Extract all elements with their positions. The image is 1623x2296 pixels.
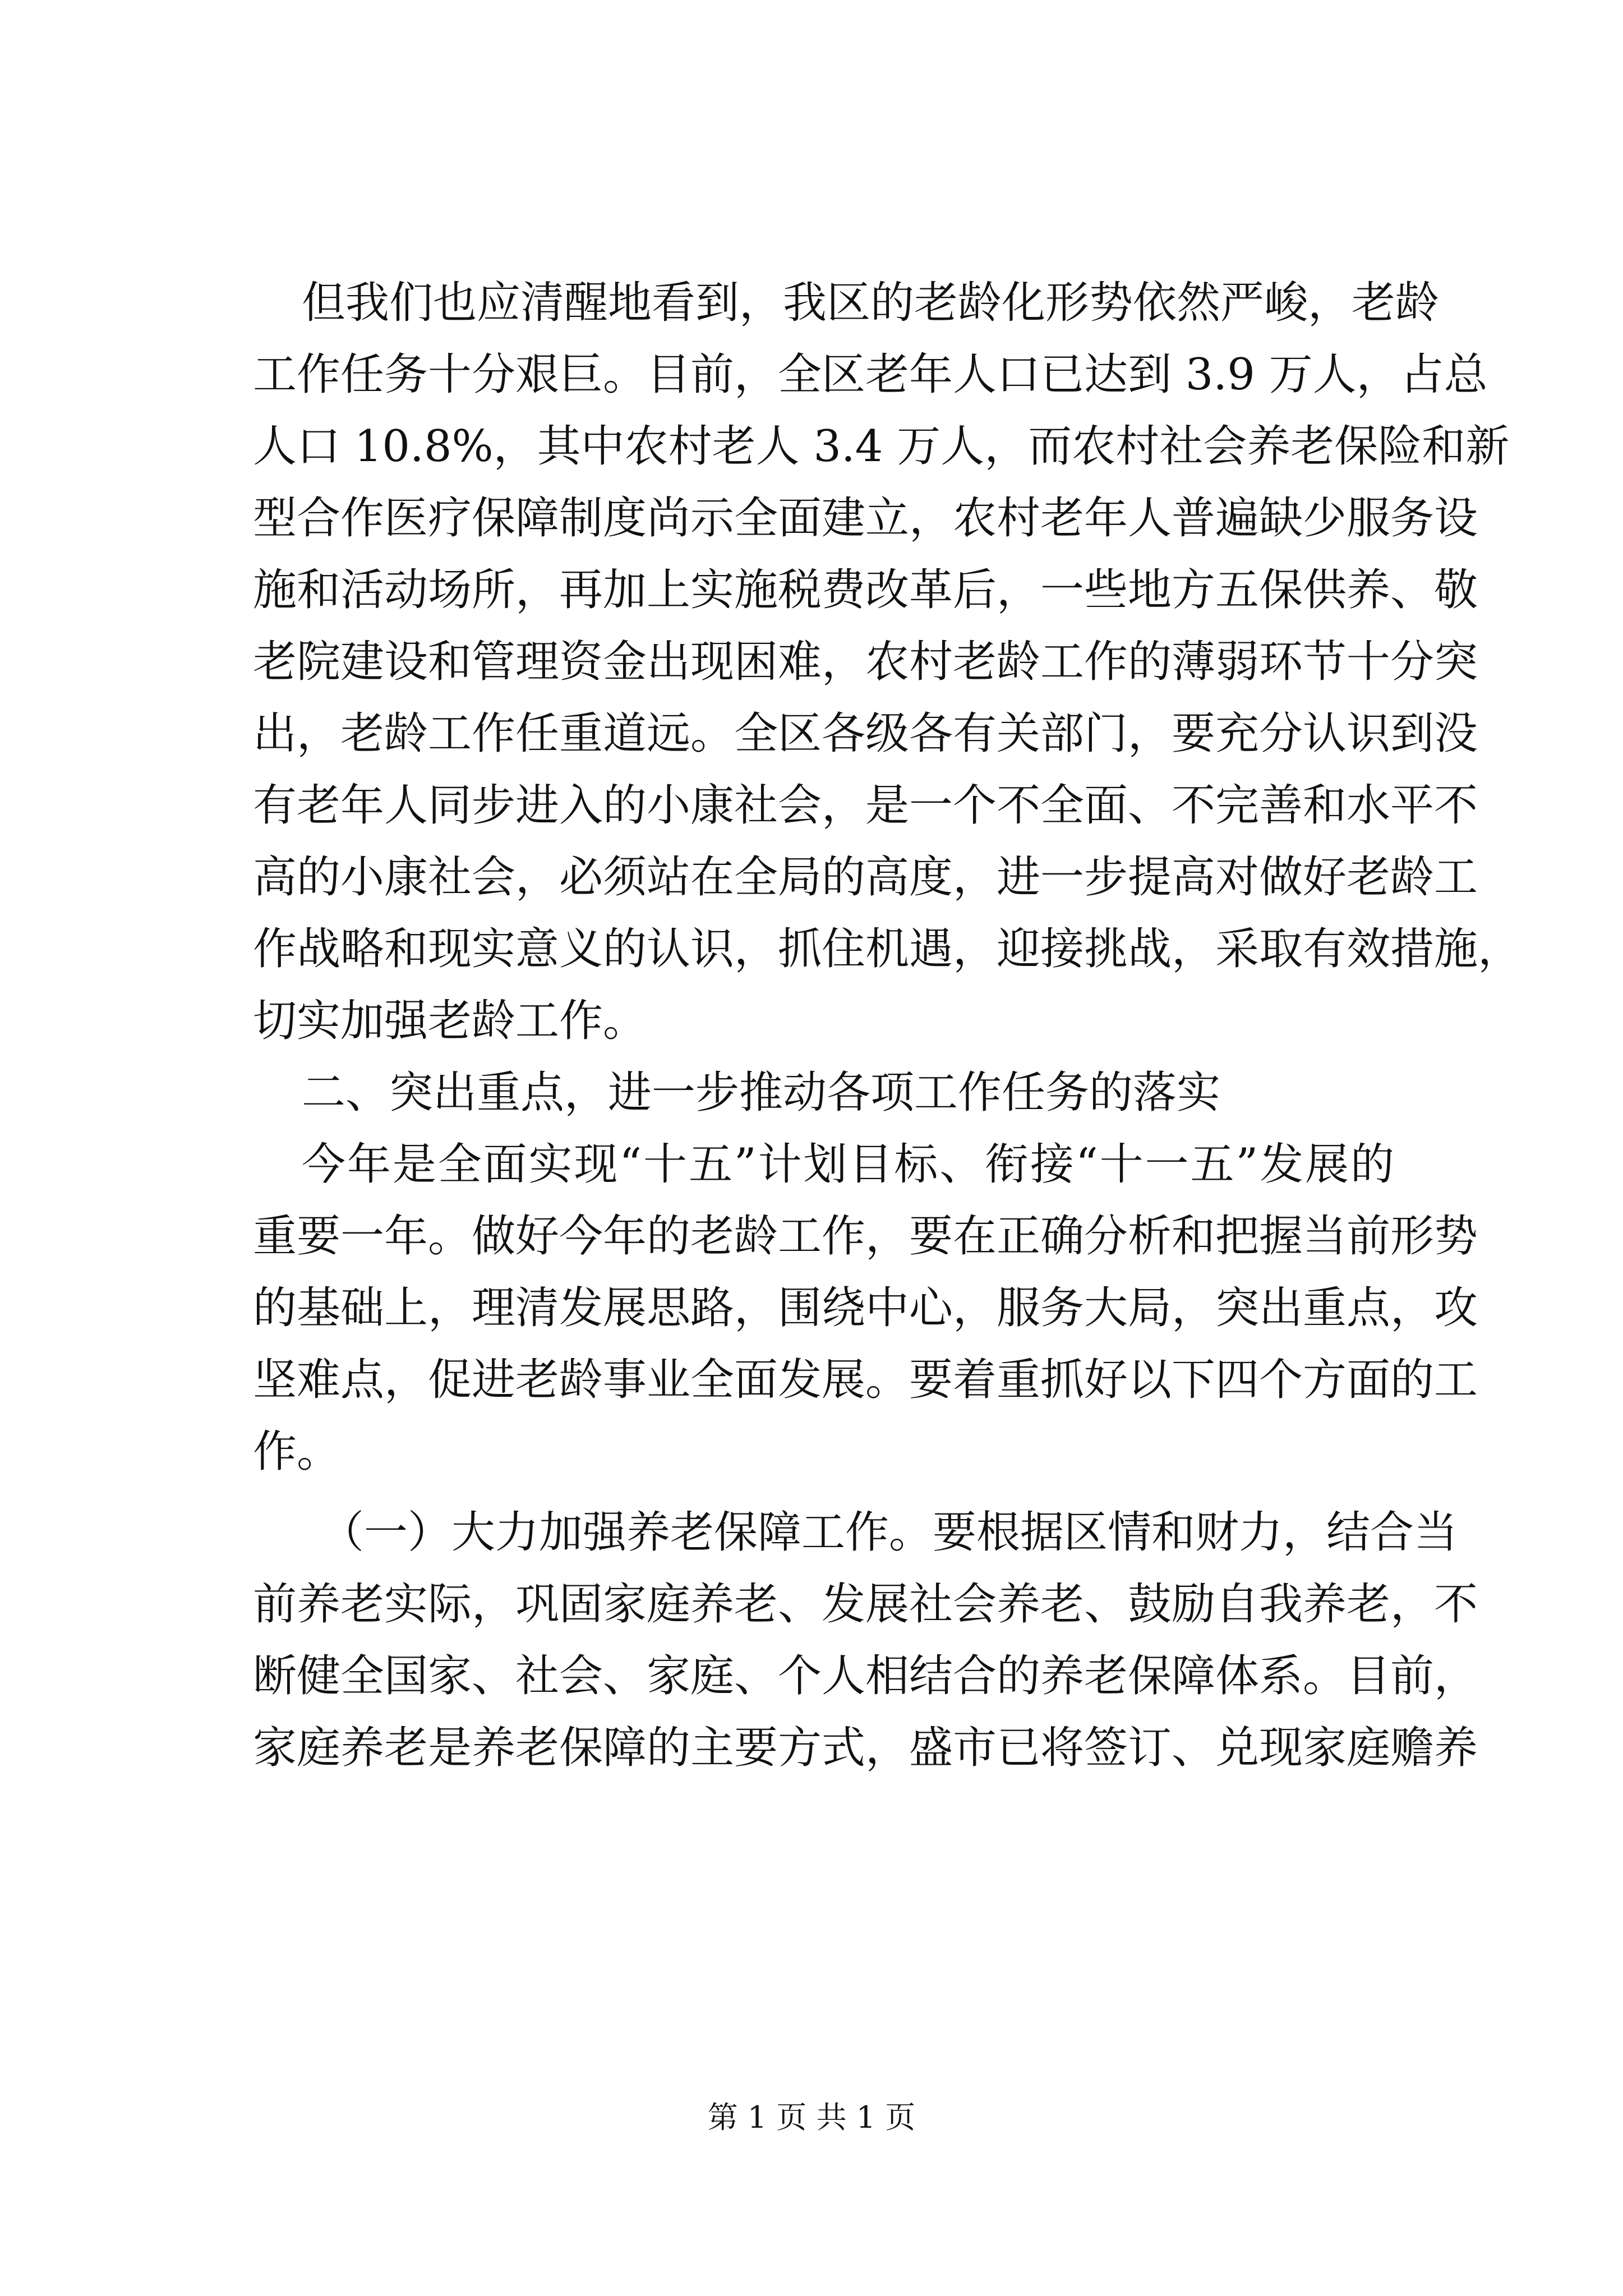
paragraph-line: 断健全国家、社会、家庭、个人相结合的养老保障体系。目前， — [253, 1651, 1478, 1701]
paragraph-line: 前养老实际，巩固家庭养老、发展社会养老、鼓励自我养老，不 — [253, 1579, 1478, 1630]
paragraph-line: 作。 — [253, 1427, 341, 1477]
section-heading: 二、突出重点，进一步推动各项工作任务的落实 — [302, 1068, 1221, 1118]
paragraph-line: 有老年人同步进入的小康社会，是一个不全面、不完善和水平不 — [253, 780, 1478, 831]
paragraph-line: 高的小康社会，必须站在全局的高度，进一步提高对做好老龄工 — [253, 852, 1478, 903]
paragraph-line: 今年是全面实现“十五”计划目标、衔接“十一五”发展的 — [302, 1139, 1394, 1190]
paragraph-line: 出，老龄工作任重道远。全区各级各有关部门，要充分认识到没 — [253, 708, 1478, 759]
paragraph-line: 工作任务十分艰巨。目前，全区老年人口已达到 3.9 万人，占总 — [253, 349, 1488, 400]
paragraph-line: 施和活动场所，再加上实施税费改革后，一些地方五保供养、敬 — [253, 565, 1478, 615]
paragraph-line: 老院建设和管理资金出现困难，农村老龄工作的薄弱环节十分突 — [253, 637, 1478, 687]
paragraph-line: 作战略和现实意义的认识，抓住机遇，迎接挑战，采取有效措施， — [253, 924, 1522, 974]
paragraph-line: 的基础上，理清发展思路，围绕中心，服务大局，突出重点，攻 — [253, 1283, 1478, 1333]
paragraph-line: 型合作医疗保障制度尚示全面建立，农村老年人普遍缺少服务设 — [253, 493, 1478, 544]
paragraph-line: 重要一年。做好今年的老龄工作，要在正确分析和把握当前形势 — [253, 1211, 1478, 1262]
paragraph-line: 切实加强老龄工作。 — [253, 996, 647, 1046]
paragraph-line: 家庭养老是养老保障的主要方式，盛市已将签订、兑现家庭赡养 — [253, 1723, 1478, 1773]
page-footer: 第 1 页 共 1 页 — [707, 2100, 916, 2135]
paragraph-line: 人口 10.8%，其中农村老人 3.4 万人，而农村社会养老保险和新 — [253, 421, 1510, 472]
paragraph-line: （一）大力加强养老保障工作。要根据区情和财力，结合当 — [320, 1507, 1458, 1558]
paragraph-line: 坚难点，促进老龄事业全面发展。要着重抓好以下四个方面的工 — [253, 1355, 1478, 1405]
paragraph-line: 但我们也应清醒地看到，我区的老龄化形势依然严峻，老龄 — [302, 278, 1440, 328]
